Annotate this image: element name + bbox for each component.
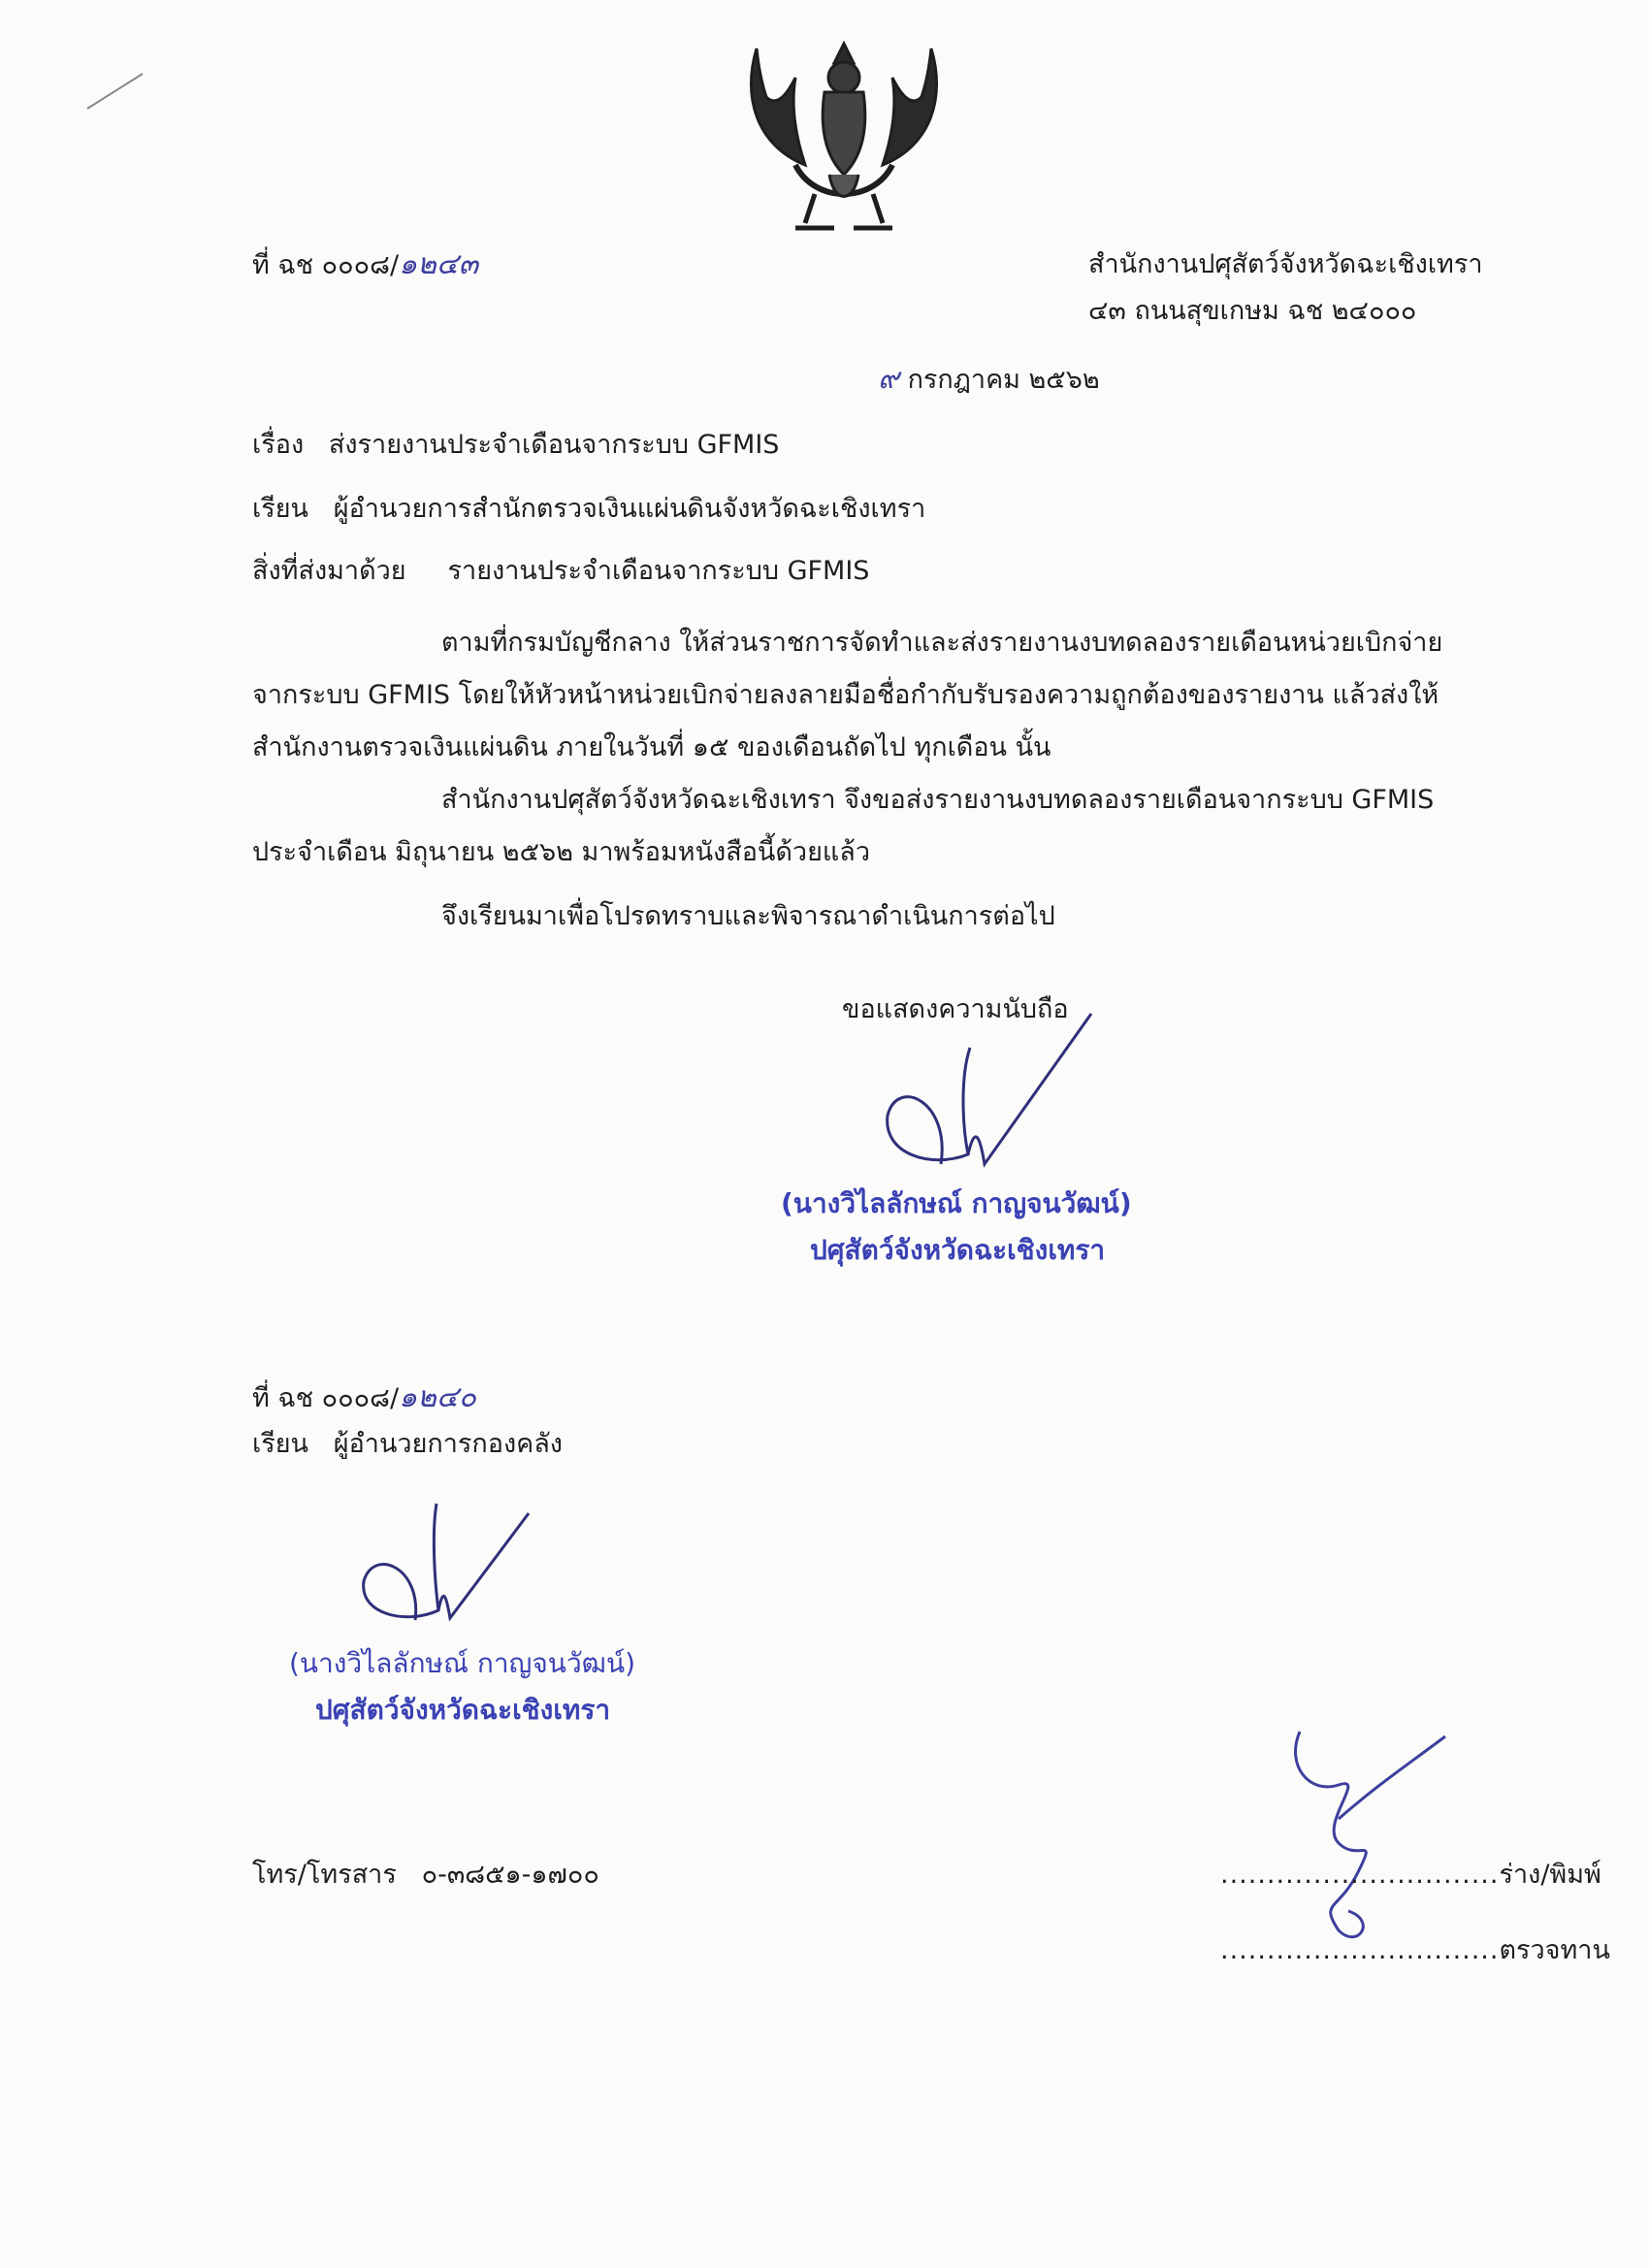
- body-paragraph-3: [252, 891, 1476, 943]
- body-p2-line-1: สำนักงานปศุสัตว์จังหวัดฉะเชิงเทรา จึงขอส่งรายงานงบทดลองรายเดือนจากระบบ GFMIS: [441, 785, 1435, 815]
- check-dots: ..............................: [1220, 1935, 1500, 1965]
- initials-signature: [1280, 1727, 1455, 1950]
- body-p1-line-2: จากระบบ GFMIS โดยให้หัวหน้าหน่วยเบิกจ่ายลงลายมือชื่อกำกับรับรองความถูกต้องของรายงาน แล้วส่งให้: [252, 680, 1439, 710]
- signature-1: [854, 1009, 1096, 1193]
- forward-reference: [252, 1379, 476, 1417]
- body-paragraph-1: [252, 617, 1476, 774]
- body-p1-line-1: ตามที่กรมบัญชีกลาง ให้ส่วนราชการจัดทำและส่งรายงานงบทดลองรายเดือนหน่วยเบิกจ่าย: [441, 628, 1443, 658]
- enclosure-line: [252, 553, 869, 590]
- closing-text: ขอแสดงความนับถือ: [842, 994, 1069, 1024]
- date-month-year: กรกฎาคม ๒๕๖๒: [907, 365, 1100, 395]
- signer-name-2: (นางวิไลลักษณ์ กาญจนวัฒน์): [289, 1647, 636, 1679]
- signer-name-1: (นางวิไลลักษณ์ กาญจนวัฒน์): [781, 1187, 1132, 1219]
- phone-line: [252, 1857, 599, 1894]
- recipient-line: [252, 491, 925, 528]
- body-p2-line-2: ประจำเดือน มิถุนายน ๒๕๖๒ มาพร้อมหนังสือนี้ด้วยแล้ว: [252, 837, 871, 867]
- signer-position-2: ปศุสัตว์จังหวัดฉะเชิงเทรา: [315, 1694, 611, 1726]
- draft-dots: ..............................: [1220, 1860, 1500, 1890]
- subject-line: [252, 427, 779, 464]
- enclosure-text: รายงานประจำเดือนจากระบบ GFMIS: [447, 556, 870, 586]
- subject-label: เรื่อง: [252, 430, 305, 460]
- subject-text: ส่งรายงานประจำเดือนจากระบบ GFMIS: [328, 430, 780, 460]
- draft-line: [1220, 1857, 1601, 1894]
- office-address: ๔๓ ถนนสุขเกษม ฉช ๒๔๐๐๐: [1088, 296, 1417, 326]
- phone-label: โทร/โทรสาร: [252, 1860, 397, 1890]
- garuda-emblem-icon: [737, 39, 951, 243]
- signature-2: [349, 1494, 534, 1639]
- draft-label: ร่าง/พิมพ์: [1499, 1860, 1601, 1890]
- check-label: ตรวจทาน: [1499, 1935, 1610, 1965]
- forward-recipient-text: ผู้อำนวยการกองคลัง: [333, 1429, 563, 1459]
- recipient-label: เรียน: [252, 494, 309, 524]
- reference-number-handwritten: ๑๒๔๓: [399, 247, 479, 281]
- date-day-handwritten: ๙: [878, 362, 899, 396]
- body-p1-line-3: สำนักงานตรวจเงินแผ่นดิน ภายในวันที่ ๑๕ ของเดือนถัดไป ทุกเดือน นั้น: [252, 732, 1051, 762]
- forward-recipient-line: [252, 1426, 563, 1463]
- body-p3-line-1: จึงเรียนมาเพื่อโปรดทราบและพิจารณาดำเนินการต่อไป: [441, 901, 1055, 931]
- check-line: [1220, 1932, 1610, 1969]
- reference-prefix: ที่ ฉช ๐๐๐๘/: [252, 250, 400, 280]
- reference-number: [252, 246, 478, 284]
- office-name: สำนักงานปศุสัตว์จังหวัดฉะเชิงเทรา: [1088, 249, 1483, 279]
- recipient-text: ผู้อำนวยการสำนักตรวจเงินแผ่นดินจังหวัดฉะเชิงเทรา: [333, 494, 926, 524]
- phone-number: ๐-๓๘๕๑-๑๗๐๐: [421, 1860, 599, 1890]
- body-paragraph-2: [252, 774, 1476, 879]
- forward-reference-prefix: ที่ ฉช ๐๐๐๘/: [252, 1383, 400, 1413]
- forward-reference-handwritten: ๑๒๔๐: [399, 1380, 476, 1414]
- forward-recipient-label: เรียน: [252, 1429, 309, 1459]
- enclosure-label: สิ่งที่ส่งมาด้วย: [252, 556, 406, 586]
- pen-mark: [82, 68, 150, 116]
- signer-position-1: ปศุสัตว์จังหวัดฉะเชิงเทรา: [810, 1234, 1106, 1266]
- letter-date: [878, 361, 1100, 399]
